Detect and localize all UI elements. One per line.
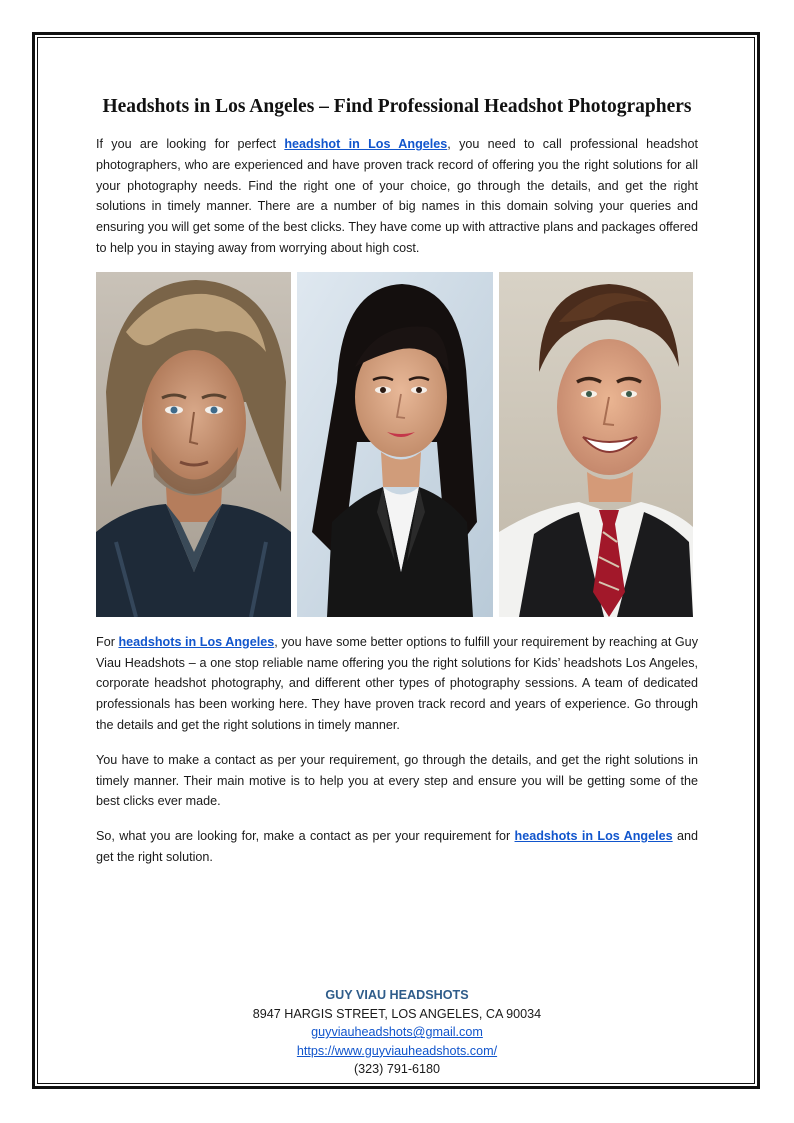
headshot-link-3[interactable]: headshots in Los Angeles <box>514 829 673 844</box>
headshot-link-2[interactable]: headshots in Los Angeles <box>118 634 275 649</box>
options-paragraph <box>96 632 698 736</box>
company-name: GUY VIAU HEADSHOTS <box>325 988 469 1002</box>
contact-footer <box>96 986 698 1079</box>
document-title: Headshots in Los Angeles – Find Professional Headshot Photographers <box>102 96 692 117</box>
document-body <box>96 94 698 868</box>
contact-paragraph: You have to make a contact as per your requirement, go through the details, and get the right solutions in timely manner. Their main motive is to help you at every step and ensure you will be getting some of the best clicks ever made. <box>96 752 698 809</box>
phone-number: (323) 791-6180 <box>353 1062 441 1077</box>
website-link[interactable]: https://www.guyviauheadshots.com/ <box>296 1043 498 1058</box>
street-address: 8947 HARGIS STREET, LOS ANGELES, CA 90034 <box>252 1006 542 1021</box>
intro-text-end: , you need to call professional headshot photographers, who are experienced and have proven track record of offering you the right solutions for all your photography needs. Find the right one of your choice, go through the details, and get the right solutions in timely manner. There are a number of big names in this domain solving your queries and ensuring you will get some of the best clicks. They have come up with attractive plans and packages offered to help you in staying away from worrying about high cost. <box>96 137 698 255</box>
intro-paragraph <box>96 134 698 259</box>
headshot-photo-man-long-hair <box>96 272 291 617</box>
intro-text-start: If you are looking for perfect <box>96 137 285 151</box>
closing-text-start: So, what you are looking for, make a contact as per your requirement for <box>96 829 515 844</box>
headshot-photo-woman <box>297 272 493 617</box>
headshot-gallery <box>96 272 698 617</box>
closing-paragraph <box>96 826 698 868</box>
options-text-end: , you have some better options to fulfill your requirement by reaching at Guy Viau Headshots – a one stop reliable name offering you the right solutions for Kids’ headshots Los Angeles, corporate headshot photography, and different other types of photography sessions. A team of dedicated professionals has been working here. They have proven track record and years of experience. Go through the details and get the right solutions in timely manner. <box>96 634 698 732</box>
headshot-photo-smiling-man <box>499 272 693 617</box>
email-link[interactable]: guyviauheadshots@gmail.com <box>311 1025 483 1040</box>
headshot-link-1[interactable]: headshot in Los Angeles <box>284 137 448 151</box>
closing-text-end: and get the right solution. <box>96 829 698 864</box>
options-text-start: For <box>96 634 119 649</box>
